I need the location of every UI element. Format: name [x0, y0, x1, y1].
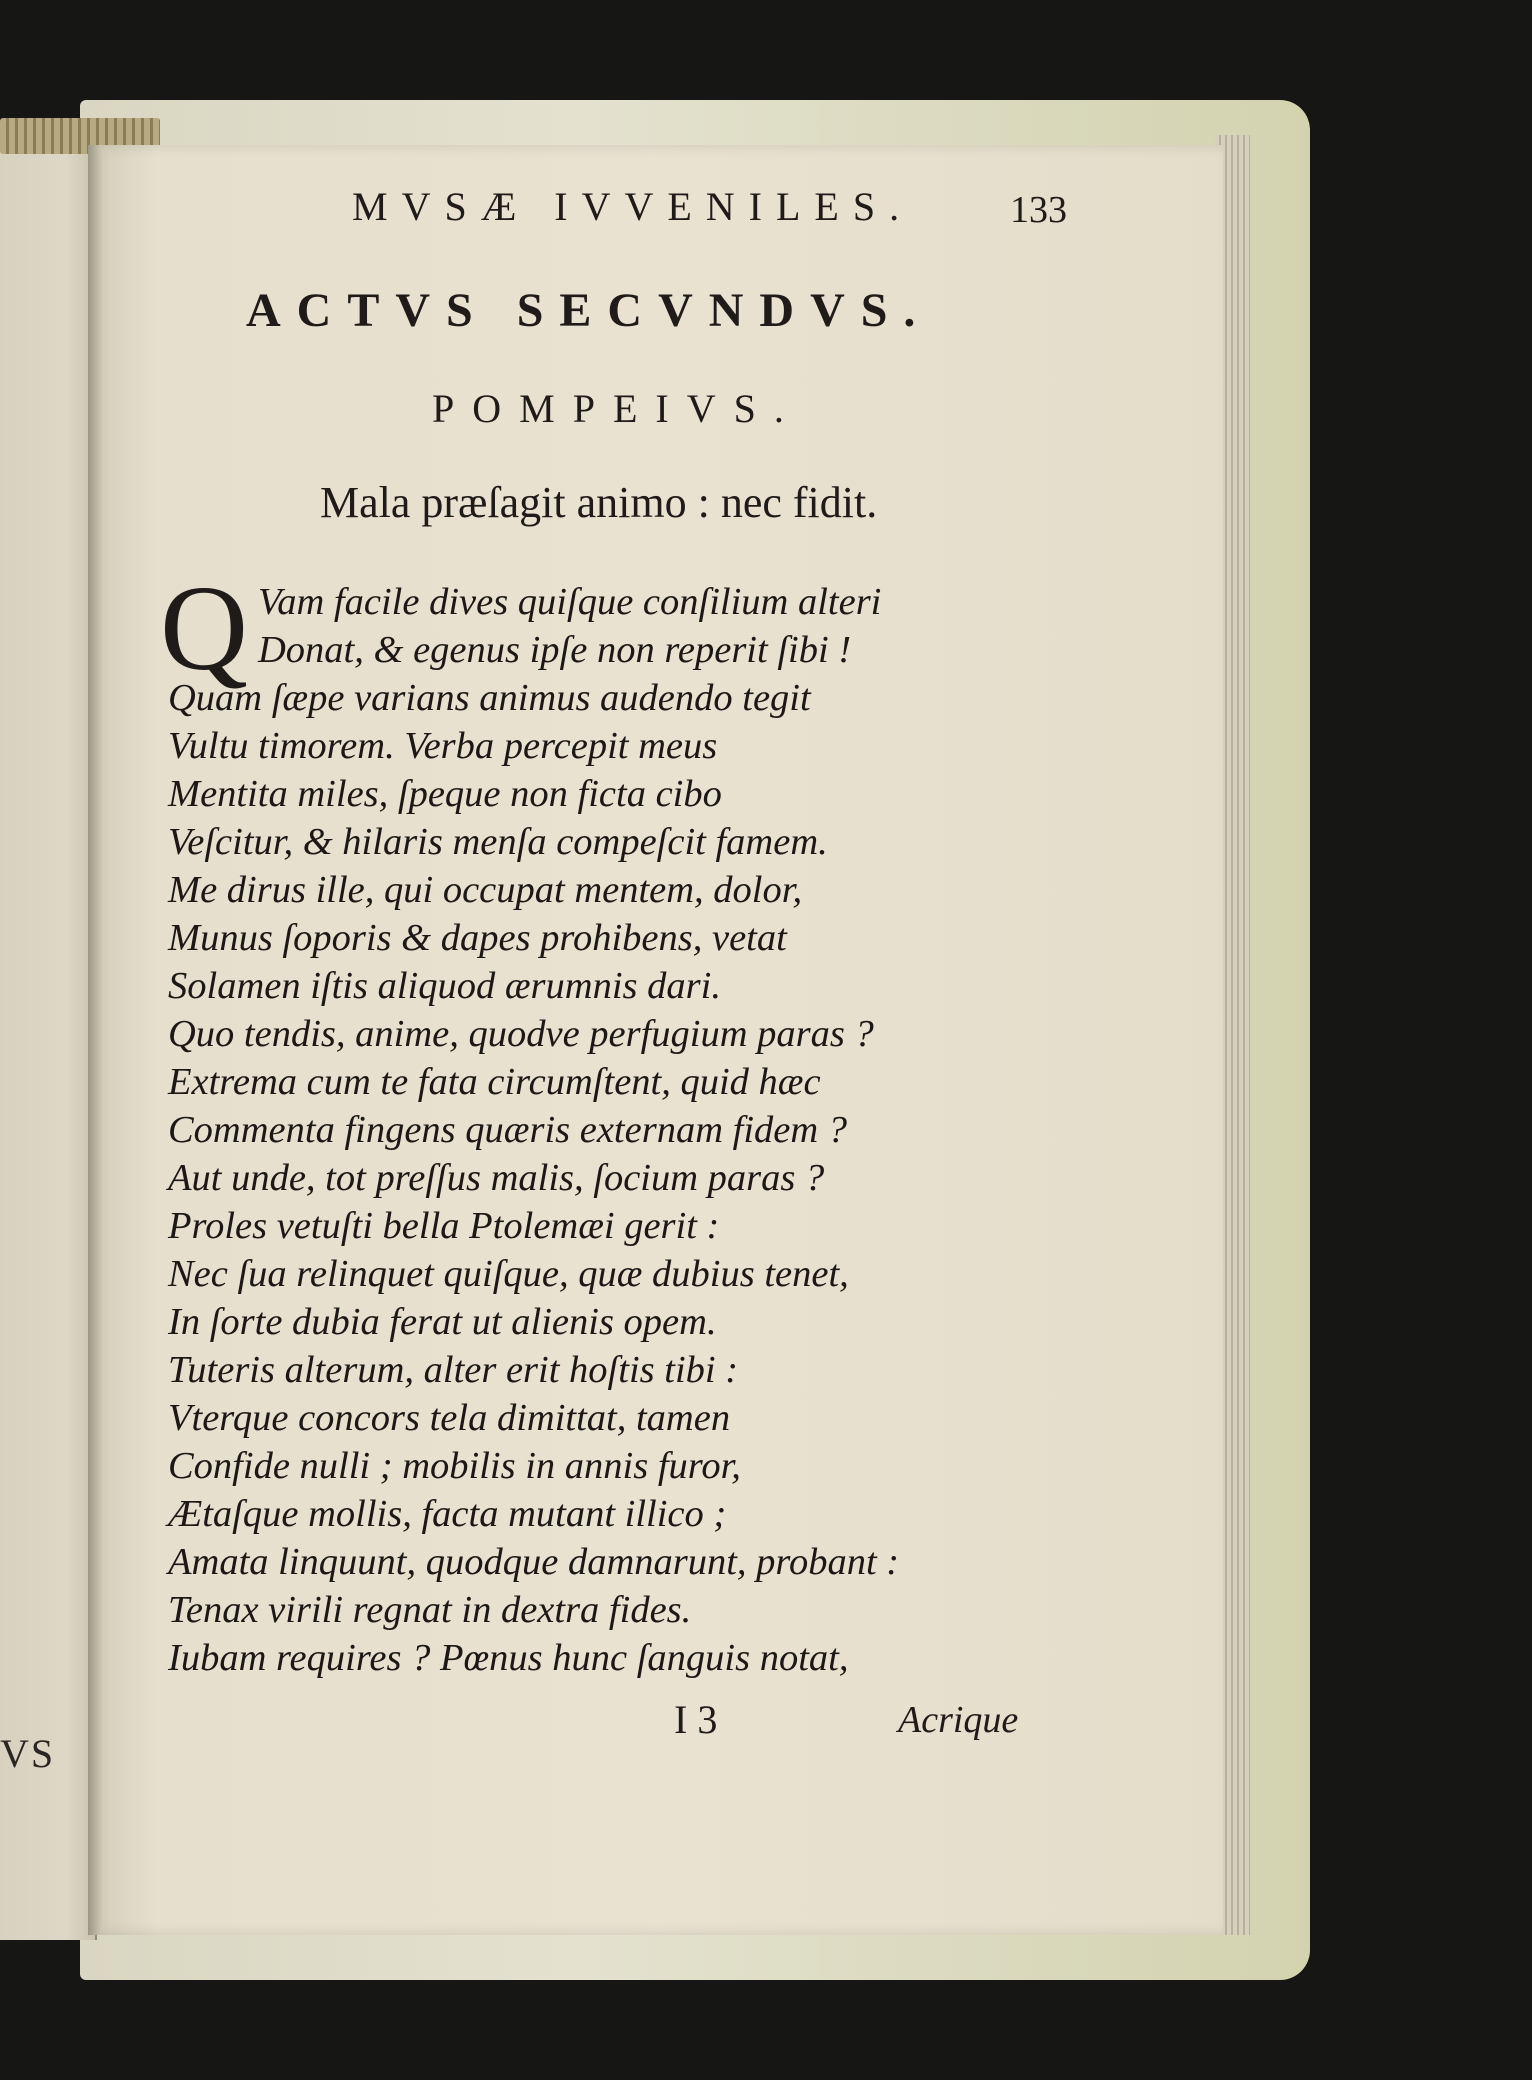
verse-line: Iubam requires ? Pœnus hunc ſanguis notat, [168, 1637, 849, 1679]
verse-line: Quo tendis, anime, quodve perfugium paras ? [168, 1013, 874, 1055]
verse-line: Vterque concors tela dimittat, tamen [168, 1397, 731, 1439]
verse-line: Proles vetuſti bella Ptolemæi gerit : [168, 1205, 720, 1247]
verse-line: Mentita miles, ſpeque non ficta cibo [168, 773, 722, 815]
verse-line: Amata linquunt, quodque damnarunt, probant : [168, 1541, 900, 1583]
verse-line: Me dirus ille, qui occupat mentem, dolor, [168, 869, 803, 911]
verse-line: In ſorte dubia ferat ut alienis opem. [168, 1301, 717, 1343]
verse-line: Quam ſæpe varians animus audendo tegit [168, 677, 811, 719]
verse-line: Solamen iſtis aliquod ærumnis dari. [168, 965, 721, 1007]
verse-line: Veſcitur, & hilaris menſa compeſcit famem. [168, 821, 828, 863]
verse-line: Donat, & egenus ipſe non reperit ſibi ! [258, 629, 852, 671]
scene-argument: Mala præſagit animo : nec fidit. [320, 478, 878, 527]
running-head: MVSÆ IVVENILES. [352, 184, 914, 229]
signature-mark: I 3 [674, 1697, 718, 1742]
verse-line: Munus ſoporis & dapes prohibens, vetat [168, 917, 787, 959]
verse-line: Commenta fingens quæris externam fidem ? [168, 1109, 848, 1151]
verse-line: Vultu timorem. Verba percepit meus [168, 725, 718, 767]
verse-line: Nec ſua relinquet quiſque, quæ dubius tenet, [168, 1253, 849, 1295]
verse-line: Tuteris alterum, alter erit hoſtis tibi : [168, 1349, 739, 1391]
drop-cap: Q [160, 561, 249, 696]
left-page-text-fragment: VS [0, 1731, 56, 1776]
page-number: 133 [1010, 189, 1067, 231]
verse-line: Confide nulli ; mobilis in annis furor, [168, 1445, 741, 1487]
gutter [88, 145, 102, 1935]
catchword: Acrique [898, 1699, 1019, 1741]
verse-line: Aut unde, tot preſſus malis, ſocium paras ? [168, 1157, 825, 1199]
verse-line: Extrema cum te fata circumſtent, quid hæc [168, 1061, 821, 1103]
act-title: ACTVS SECVNDVS. [246, 284, 932, 337]
left-page [0, 150, 97, 1940]
verse-line: Ætaſque mollis, facta mutant illico ; [168, 1493, 727, 1535]
verse-line: Vam facile dives quiſque conſilium alteri [258, 581, 882, 623]
speaker-name: POMPEIVS. [432, 386, 802, 431]
verse-line: Tenax virili regnat in dextra fides. [168, 1589, 692, 1631]
